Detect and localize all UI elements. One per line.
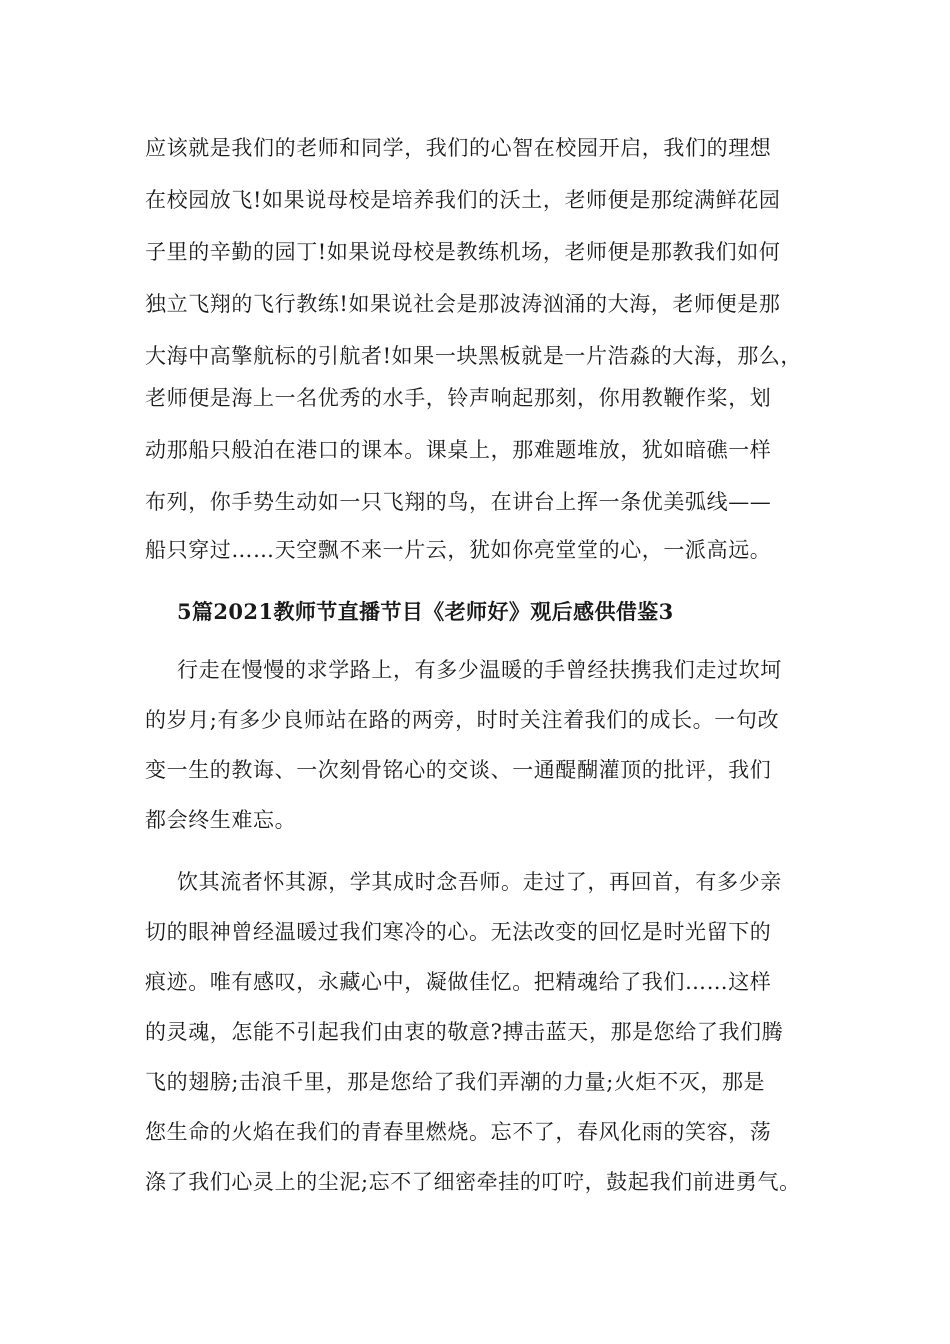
paragraph-line: 在校园放飞!如果说母校是培养我们的沃土，老师便是那绽满鲜花园: [145, 188, 781, 212]
paragraph-line: 独立飞翔的飞行教练!如果说社会是那波涛汹涌的大海，老师便是那: [145, 292, 781, 316]
paragraph-line: 行走在慢慢的求学路上，有多少温暖的手曾经扶携我们走过坎坷: [177, 658, 782, 682]
paragraph-line: 动那船只般泊在港口的课本。课桌上，那难题堆放，犹如暗礁一样: [145, 438, 772, 462]
paragraph-line: 饮其流者怀其源，学其成时念吾师。走过了，再回首，有多少亲: [177, 870, 782, 894]
paragraph-line: 您生命的火焰在我们的青春里燃烧。忘不了，春风化雨的笑容，荡: [145, 1120, 772, 1144]
paragraph-line: 的灵魂，怎能不引起我们由衷的敬意?搏击蓝天，那是您给了我们腾: [145, 1020, 784, 1044]
paragraph-line: 的岁月;有多少良师站在路的两旁，时时关注着我们的成长。一句改: [145, 708, 780, 732]
paragraph-line: 应该就是我们的老师和同学，我们的心智在校园开启，我们的理想: [145, 136, 772, 160]
paragraph-line: 布列，你手势生动如一只飞翔的鸟，在讲台上挥一条优美弧线——: [145, 490, 772, 514]
paragraph-line: 切的眼神曾经温暖过我们寒冷的心。无法改变的回忆是时光留下的: [145, 920, 772, 944]
section-heading: 5篇2021教师节直播节目《老师好》观后感供借鉴3: [177, 599, 674, 624]
paragraph-line: 老师便是海上一名优秀的水手，铃声响起那刻，你用教鞭作桨，划: [145, 386, 772, 410]
paragraph-line: 大海中高擎航标的引航者!如果一块黑板就是一片浩淼的大海，那么，: [145, 344, 803, 368]
paragraph-line: 痕迹。唯有感叹，永藏心中，凝做佳忆。把精魂给了我们……这样: [145, 970, 772, 994]
paragraph-line: 飞的翅膀;击浪千里，那是您给了我们弄潮的力量;火炬不灭，那是: [145, 1070, 766, 1094]
paragraph-line: 子里的辛勤的园丁!如果说母校是教练机场，老师便是那教我们如何: [145, 240, 781, 264]
paragraph-line: 船只穿过……天空飘不来一片云，犹如你亮堂堂的心，一派高远。: [145, 538, 772, 562]
paragraph-line: 涤了我们心灵上的尘泥;忘不了细密牵挂的叮咛，鼓起我们前进勇气。: [145, 1170, 801, 1194]
paragraph-line: 都会终生难忘。: [145, 808, 297, 832]
paragraph-line: 变一生的教诲、一次刻骨铭心的交谈、一通醍醐灌顶的批评，我们: [145, 758, 772, 782]
